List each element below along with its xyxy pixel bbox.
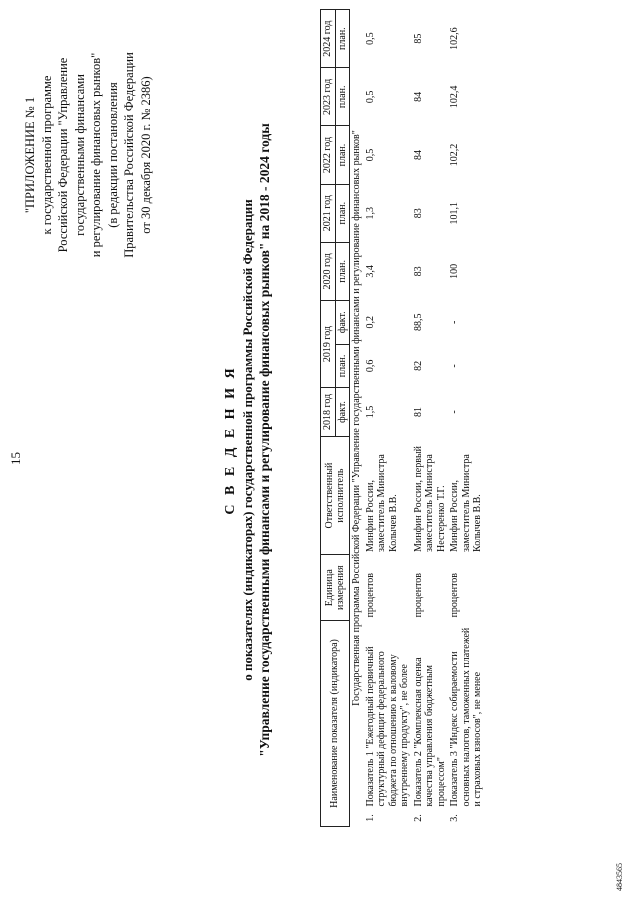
value-2024-plan: 102,6 [449,27,460,50]
program-row [350,10,364,827]
indicator-executor: Минфин России, заместитель Министра Колычев В.В. [449,454,483,552]
appendix-line: Российской Федерации "Управление [56,57,70,253]
indicator-name: Показатель 3 "Индекс собираемости основных налогов, таможенных платежей и страховых взносов", не менее [449,627,483,807]
header-year-2022: 2022 год [321,126,336,184]
indicator-unit: процентов [412,572,424,618]
row-number: 3. [449,814,460,822]
value-2024-plan: 0,5 [364,32,376,45]
header-year-2021: 2021 год [321,184,336,242]
header-name: Наименование показателя (индикатора) [321,620,350,826]
page-number: 15 [8,452,23,465]
header-year-2024: 2024 год [321,10,336,68]
header-year-2020: 2020 год [321,242,336,300]
value-2023-plan: 102,4 [449,85,460,109]
indicator-unit: процентов [364,572,376,618]
table-row [364,10,412,827]
value-2023-plan: 0,5 [364,90,376,104]
table-row [412,10,449,827]
program-title: Государственная программа Российской Федерации "Управление государственными финансами и регулирование финансовых рынков" [351,130,362,706]
value-2020-plan: 100 [449,263,460,279]
value-2022-plan: 0,5 [364,148,376,162]
indicator-executor: Минфин России, первый заместитель Министра Нестеренко Т.Г. [412,445,447,552]
sub-plan-2020: план. [335,242,350,300]
value-2019-plan: 82 [412,360,424,371]
indicator-executor: Минфин России, заместитель Министра Колычев В.В. [364,454,399,552]
header-year-2018: 2018 год [321,388,336,436]
value-2019-plan: - [449,364,460,368]
header-year-2023: 2023 год [321,68,336,126]
value-2022-plan: 102,2 [449,143,460,167]
value-2019-fact: 88,5 [412,313,424,332]
appendix-line: (в редакции постановления [105,82,120,228]
title-main: С В Е Д Е Н И Я [223,365,238,515]
sub-plan-2021: план. [335,184,350,242]
indicator-name: Показатель 2 "Комплексная оценка качества управления бюджетным процессом" [412,657,447,807]
title-subtitle-program: "Управление государственными финансами и регулирование финансовых рынков" на 2018 - 2024 годы [257,123,272,757]
value-2019-plan: 0,6 [364,359,376,373]
value-2018-fact: 1,5 [364,405,376,419]
row-number: 1. [364,814,376,822]
value-2023-plan: 84 [412,91,424,102]
appendix-line: государственными финансами [72,74,87,236]
value-2021-plan: 83 [412,208,424,219]
document-code: 4843565 [615,863,624,891]
row-number: 2. [412,814,424,822]
header-row [321,10,336,827]
table-row [448,10,485,827]
value-2019-fact: 0,2 [364,316,376,329]
sub-plan-2022: план. [335,126,350,184]
value-2018-fact: - [449,410,460,414]
appendix-line: от 30 декабря 2020 г. № 2386) [138,76,153,234]
indicator-unit: процентов [449,572,460,618]
value-2019-fact: - [449,320,460,324]
sub-fact-2019: факт. [335,300,350,344]
sub-plan-2023: план. [335,68,350,126]
value-2024-plan: 85 [412,33,424,44]
value-2022-plan: 84 [412,150,424,161]
appendix-line: "ПРИЛОЖЕНИЕ № 1 [23,96,37,214]
title-subtitle: о показателях (индикаторах) государственной программы Российской Федерации [240,199,255,681]
header-executor: Ответственный исполнитель [321,436,350,555]
sub-plan-2019: план. [335,344,350,388]
indicators-table [320,9,485,827]
appendix-header [22,15,154,295]
appendix-line: к государственной программе [39,75,54,235]
value-2021-plan: 101,1 [449,201,460,225]
appendix-line: Правительства Российской Федерации [122,52,136,258]
indicator-name: Показатель 1 "Ежегодный первичный структурный дефицит федерального бюджета по отношению к валовому внутреннему продукту", не более [364,646,410,807]
value-2020-plan: 3,4 [364,265,376,278]
sub-fact-2018: факт. [335,388,350,436]
header-year-2019: 2019 год [321,300,336,387]
sub-plan-2024: план. [335,10,350,68]
appendix-line: и регулирование финансовых рынков" [89,52,103,258]
value-2018-fact: 81 [412,406,424,417]
document-title [222,95,273,785]
value-2020-plan: 83 [412,266,424,277]
header-unit: Единица измерения [321,555,350,620]
value-2021-plan: 1,3 [364,206,376,220]
